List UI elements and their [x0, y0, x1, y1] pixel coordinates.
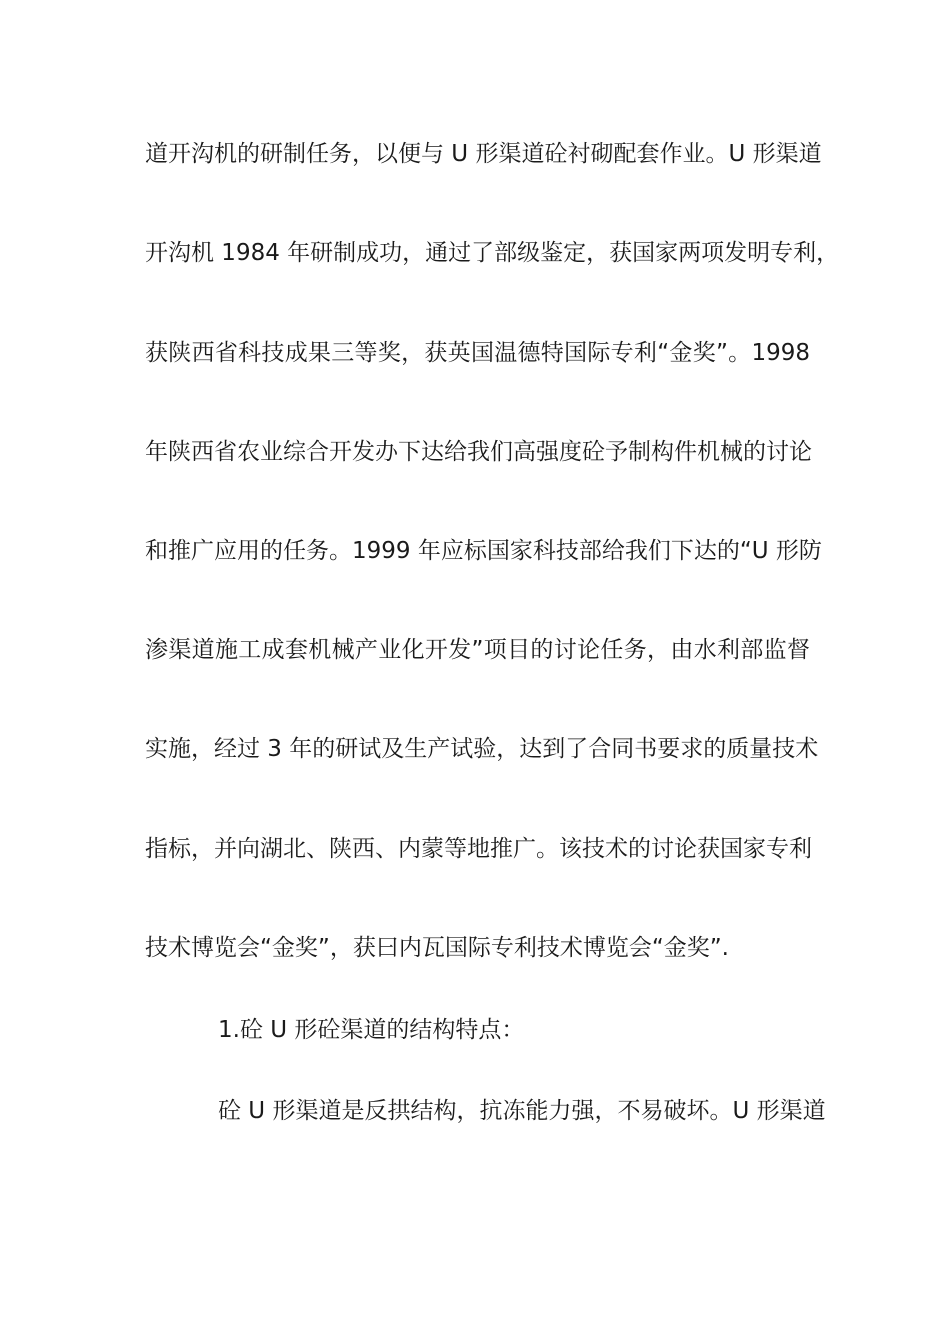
paragraph-line: 开沟机 1984 年研制成功，通过了部级鉴定，获国家两项发明专利， — [145, 240, 840, 266]
paragraph-line: 指标，并向湖北、陕西、内蒙等地推广。该技术的讨论获国家专利 — [145, 836, 812, 862]
section-heading: 1.砼 U 形砼渠道的结构特点： — [218, 1017, 525, 1043]
paragraph-line: 渗渠道施工成套机械产业化开发”项目的讨论任务，由水利部监督 — [145, 637, 810, 663]
paragraph-line: 实施，经过 3 年的研试及生产试验，达到了合同书要求的质量技术 — [145, 736, 819, 762]
paragraph-line: 和推广应用的任务。1999 年应标国家科技部给我们下达的“U 形防 — [145, 538, 822, 564]
paragraph-line: 获陕西省科技成果三等奖，获英国温德特国际专利“金奖”。1998 — [145, 340, 810, 366]
section-paragraph-line: 砼 U 形渠道是反拱结构，抗冻能力强，不易破坏。U 形渠道 — [218, 1098, 826, 1124]
paragraph-line: 技术博览会“金奖”，获曰内瓦国际专利技术博览会“金奖”. — [145, 935, 729, 961]
paragraph-line: 年陕西省农业综合开发办下达给我们高强度砼予制构件机械的讨论 — [145, 439, 812, 465]
paragraph-line: 道开沟机的研制任务，以便与 U 形渠道砼衬砌配套作业。U 形渠道 — [145, 141, 822, 167]
